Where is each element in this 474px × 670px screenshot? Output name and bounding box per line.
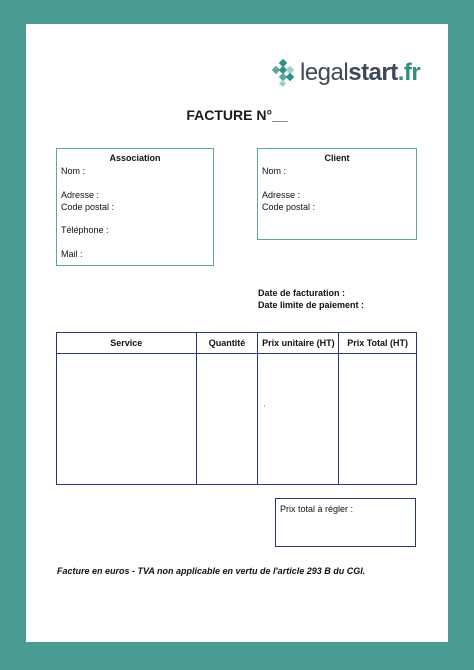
legalstart-logo bbox=[270, 58, 420, 88]
logo-suffix: .fr bbox=[397, 59, 421, 86]
invoice-sheet bbox=[26, 24, 448, 642]
services-header-row bbox=[57, 333, 417, 354]
association-code-postal-label: Code postal : bbox=[61, 202, 115, 212]
footer-note: Facture en euros - TVA non applicable en vertu de l'article 293 B du CGI. bbox=[57, 566, 366, 576]
cell-quantite bbox=[196, 354, 258, 485]
table-row bbox=[57, 354, 417, 485]
date-limite-label: Date limite de paiement : bbox=[258, 300, 365, 310]
client-nom-label: Nom : bbox=[262, 166, 287, 176]
association-adresse-label: Adresse : bbox=[61, 190, 100, 200]
client-heading: Client bbox=[324, 153, 350, 163]
client-code-postal-label: Code postal : bbox=[262, 202, 316, 212]
association-telephone-label: Téléphone : bbox=[61, 225, 109, 235]
logo-bold: start bbox=[348, 59, 398, 86]
stray-mark: ' bbox=[264, 405, 266, 412]
association-mail-label: Mail : bbox=[61, 249, 83, 259]
header-prix-unitaire: Prix unitaire (HT) bbox=[258, 333, 339, 354]
logo-wordmark bbox=[300, 59, 420, 87]
header-quantite: Quantité bbox=[196, 333, 258, 354]
services-table bbox=[56, 332, 417, 485]
header-service: Service bbox=[57, 333, 197, 354]
total-label: Prix total à régler : bbox=[280, 504, 354, 514]
header-prix-total: Prix Total (HT) bbox=[339, 333, 417, 354]
logo-prefix: legal bbox=[300, 59, 349, 86]
association-nom-label: Nom : bbox=[61, 166, 86, 176]
client-box bbox=[257, 148, 417, 240]
cell-prix-unitaire bbox=[258, 354, 339, 485]
cell-service bbox=[57, 354, 197, 485]
date-facturation-label: Date de facturation : bbox=[258, 288, 346, 298]
invoice-title: FACTURE N°__ bbox=[186, 107, 288, 123]
association-heading: Association bbox=[109, 153, 161, 163]
logo-mark-icon bbox=[270, 58, 296, 88]
client-adresse-label: Adresse : bbox=[262, 190, 301, 200]
cell-prix-total bbox=[339, 354, 417, 485]
total-box bbox=[275, 498, 416, 547]
association-box bbox=[56, 148, 214, 266]
